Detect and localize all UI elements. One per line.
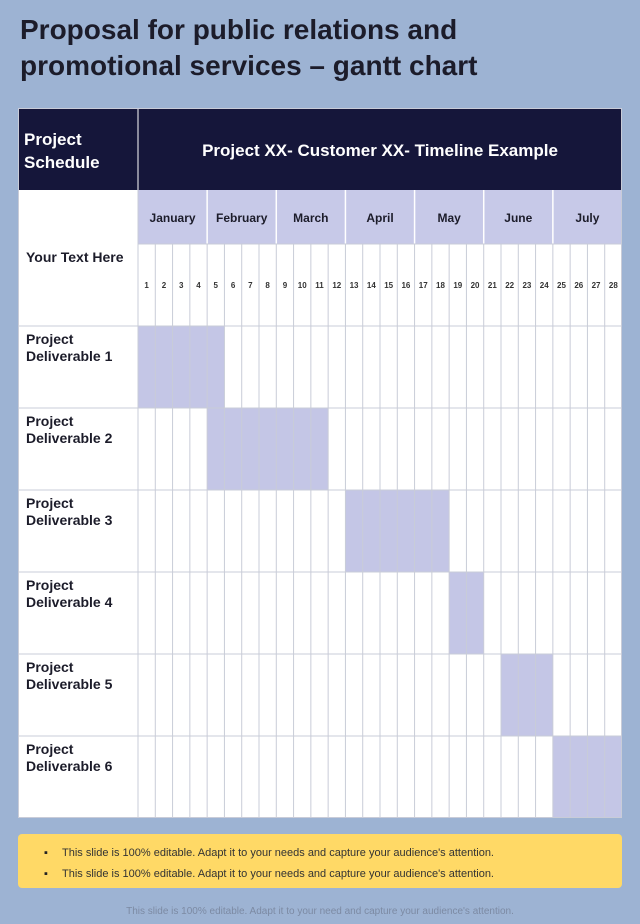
tick-label: 19 <box>453 281 463 290</box>
tick-label: 10 <box>297 281 307 290</box>
task-label: Project <box>26 741 74 757</box>
tick-label: 13 <box>349 281 359 290</box>
task-label: Project <box>26 659 74 675</box>
tick-label: 4 <box>196 281 201 290</box>
task-label: Deliverable 5 <box>26 676 113 692</box>
tick-label: 15 <box>384 281 394 290</box>
notes-box <box>18 834 622 888</box>
task-label: Project <box>26 495 74 511</box>
gantt-bar <box>501 654 553 736</box>
tick-label: 26 <box>574 281 584 290</box>
month-label: July <box>575 211 600 225</box>
tick-label: 8 <box>265 281 270 290</box>
task-label: Deliverable 2 <box>26 430 113 446</box>
tick-label: 22 <box>505 281 515 290</box>
tick-label: 20 <box>470 281 480 290</box>
tick-label: 28 <box>608 281 618 290</box>
note-item: ▪ This slide is 100% editable. Adapt it to your needs and capture your audience's attention. <box>62 843 622 864</box>
gantt-bar <box>207 408 328 490</box>
tick-label: 23 <box>522 281 532 290</box>
notes-list <box>18 843 622 885</box>
tick-label: 1 <box>144 281 149 290</box>
timeline-title: Project XX- Customer XX- Timeline Example <box>202 141 558 160</box>
tick-label: 16 <box>401 281 411 290</box>
footer-text: This slide is 100% editable. Adapt it to your need and capture your audience's attention. <box>126 906 514 917</box>
task-label: Project <box>26 577 74 593</box>
gantt-bar <box>138 326 224 408</box>
task-label: Deliverable 3 <box>26 512 113 528</box>
schedule-label: Project <box>24 130 82 149</box>
task-label: Project <box>26 331 74 347</box>
task-label: Deliverable 1 <box>26 348 113 364</box>
tick-label: 14 <box>366 281 376 290</box>
month-label: April <box>366 211 394 225</box>
tick-label: 17 <box>418 281 428 290</box>
tick-label: 12 <box>332 281 342 290</box>
tick-label: 24 <box>539 281 549 290</box>
tick-label: 11 <box>315 281 324 290</box>
task-label: Deliverable 6 <box>26 758 113 774</box>
tick-label: 5 <box>213 281 219 290</box>
page-title: Proposal for public relations and promotional services – gantt chart <box>20 14 478 81</box>
tick-label: 3 <box>178 281 184 290</box>
tick-label: 18 <box>436 281 445 290</box>
month-label: May <box>437 211 461 225</box>
note-item: ▪ This slide is 100% editable. Adapt it to your needs and capture your audience's attention. <box>62 864 622 885</box>
tick-label: 21 <box>487 281 497 290</box>
tick-label: 9 <box>282 281 288 290</box>
gantt-chart <box>18 108 622 818</box>
schedule-label: Schedule <box>24 153 100 172</box>
month-label: February <box>216 211 268 225</box>
tick-label: 2 <box>161 281 167 290</box>
tick-label: 7 <box>248 281 253 290</box>
tick-label: 25 <box>557 281 566 290</box>
task-label: Deliverable 4 <box>26 594 113 610</box>
side-label: Your Text Here <box>26 249 124 265</box>
month-label: January <box>149 211 196 225</box>
task-label: Project <box>26 413 74 429</box>
month-label: March <box>293 211 329 225</box>
month-label: June <box>504 211 533 225</box>
tick-label: 27 <box>591 281 601 290</box>
tick-label: 6 <box>230 281 236 290</box>
